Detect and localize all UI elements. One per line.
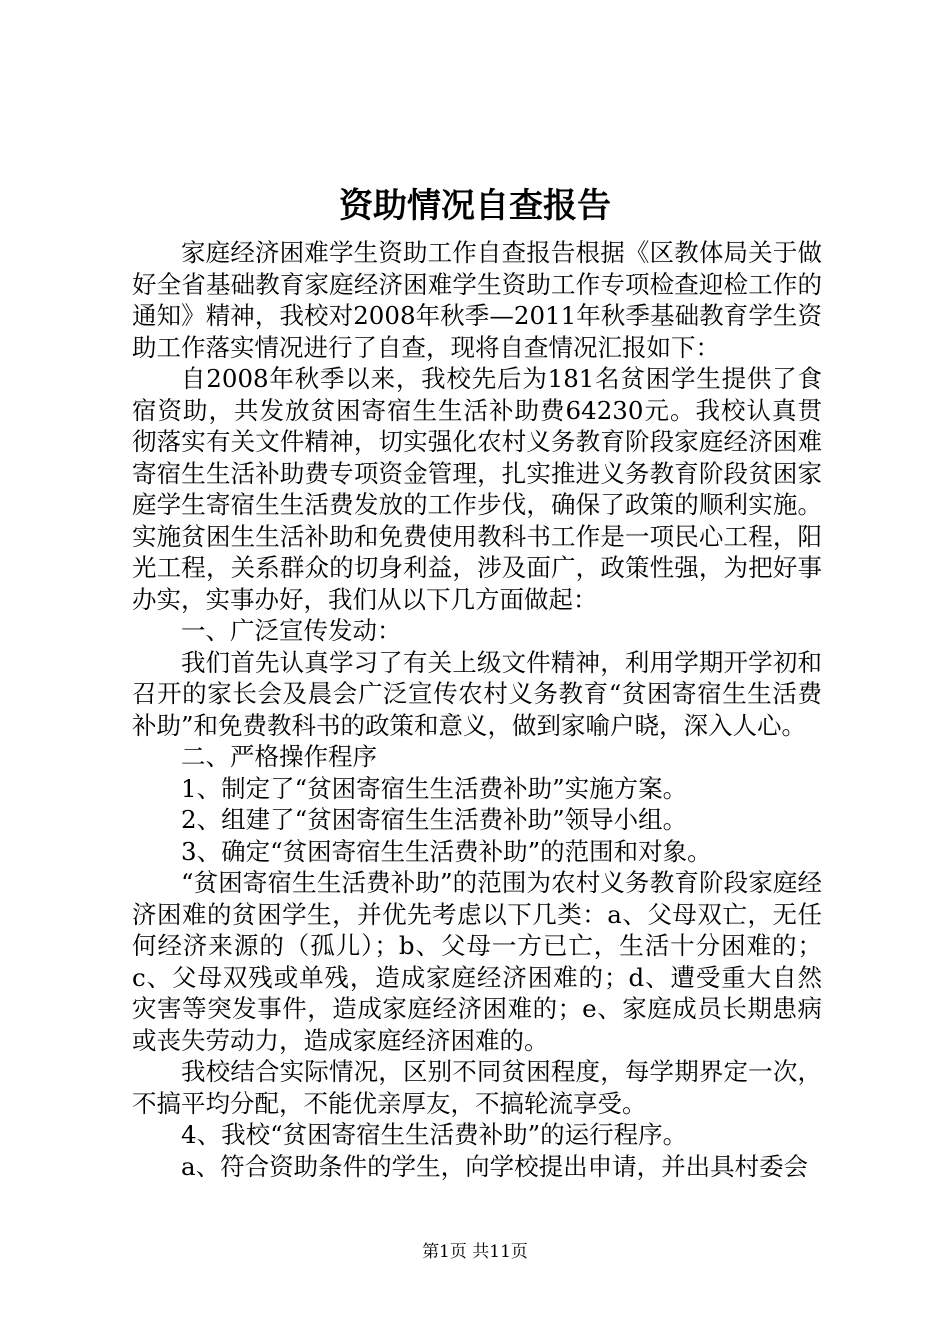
assessment-paragraph: 我校结合实际情况，区别不同贫困程度，每学期界定一次，不搞平均分配，不能优亲厚友，不搞轮流享受。: [132, 1057, 822, 1118]
page-number-footer: 第1页 共11页: [422, 1242, 528, 1262]
funding-summary-paragraph: 自2008年秋季以来，我校先后为181名贫困学生提供了食宿资助，共发放贫困寄宿生生活补助费64230元。我校认真贯彻落实有关文件精神，切实强化农村义务教育阶段家庭经济困难寄宿生生活补助费专项资金管理，扎实推进义务教育阶段贫困家庭学生寄宿生生活费发放的工作步伐，确保了政策的顺利实施。实施贫困生生活补助和免费使用教科书工作是一项民心工程，阳光工程，关系群众的切身利益，涉及面广，政策性强，为把好事办实，实事办好，我们从以下几方面做起：: [132, 364, 822, 614]
procedure-item-3: 3、确定“贫困寄宿生生活费补助”的范围和对象。: [181, 836, 712, 866]
scope-paragraph: “贫困寄宿生生活费补助”的范围为农村义务教育阶段家庭经济困难的贫困学生，并优先考虑以下几类：a、父母双亡，无任何经济来源的（孤儿）；b、父母一方已亡，生活十分困难的；c、父母双残或单残，造成家庭经济困难的；d、遭受重大自然灾害等突发事件，造成家庭经济困难的；e、家庭成员长期患病或丧失劳动力，造成家庭经济困难的。: [132, 868, 822, 1055]
application-step-a: a、符合资助条件的学生，向学校提出申请，并出具村委会: [181, 1151, 809, 1181]
document-body: [132, 237, 822, 1182]
publicity-paragraph: 我们首先认真学习了有关上级文件精神，利用学期开学初和召开的家长会及晨会广泛宣传农村义务教育“贫困寄宿生生活费补助”和免费教科书的政策和意义，做到家喻户晓，深入人心。: [132, 647, 822, 740]
procedure-item-1: 1、制定了“贫困寄宿生生活费补助”实施方案。: [181, 773, 688, 803]
section-heading-procedure: 二、严格操作程序: [181, 742, 377, 771]
procedure-item-4: 4、我校“贫困寄宿生生活费补助”的运行程序。: [181, 1120, 688, 1149]
intro-paragraph: 家庭经济困难学生资助工作自查报告根据《区教体局关于做好全省基础教育家庭经济困难学生资助工作专项检查迎检工作的通知》精神，我校对2008年秋季—2011年秋季基础教育学生资助工作落实情况进行了自查，现将自查情况汇报如下：: [132, 238, 822, 362]
procedure-item-2: 2、组建了“贫困寄宿生生活费补助”领导小组。: [181, 805, 688, 834]
section-heading-publicity: 一、广泛宣传发动：: [181, 616, 402, 645]
document-title: 资助情况自查报告: [339, 186, 611, 226]
